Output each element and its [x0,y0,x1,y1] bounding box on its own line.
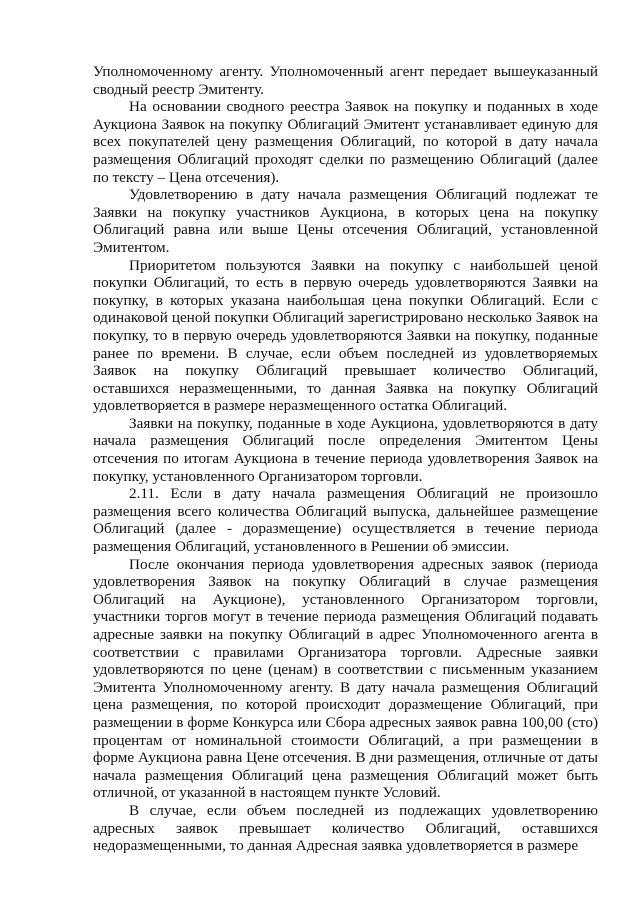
paragraph-continuation: Уполномоченному агенту. Уполномоченный агент передает вышеуказанный сводный реестр Эмитенту. [93,63,598,98]
paragraph-auction-orders: Заявки на покупку, поданные в ходе Аукциона, удовлетворяются в дату начала размещения Облигаций после определения Эмитентом Цены отсечения по итогам Аукциона в течение периода удовлетворения Заявок на покупку, установленного Организатором торговли. [93,414,598,485]
document-body [93,63,598,855]
paragraph-satisfaction: Удовлетворению в дату начала размещения Облигаций подлежат те Заявки на покупку участников Аукциона, в которых цена на покупку Облигаций равна или выше Цены отсечения Облигаций, установленной Эмитентом. [93,186,598,256]
paragraph-last-order: В случае, если объем последней из подлежащих удовлетворению адресных заявок превышает количество Облигаций, оставшихся недоразмещенными, то данная Адресная заявка удовлетворяется в размере [93,801,598,855]
paragraph-priority: Приоритетом пользуются Заявки на покупку с наибольшей ценой покупки Облигаций, то есть в первую очередь удовлетворяются Заявки на покупку, в которых указана наибольшая цена покупки Облигаций. Если с одинаковой ценой покупки Облигаций зарегистрировано несколько Заявок на покупку, то в первую очередь удовлетворяются Заявки на покупку, поданные ранее по времени. В случае, если объем последней из удовлетворяемых Заявок на покупку Облигаций превышает количество Облигаций, оставшихся неразмещенными, то данная Заявка на покупку Облигаций удовлетворяется в размере неразмещенного остатка Облигаций. [93,256,598,415]
paragraph-address-orders: После окончания периода удовлетворения адресных заявок (периода удовлетворения Заявок на покупку Облигаций в случае размещения Облигаций на Аукционе), установленного Организатором торговли, участники торгов могут в течение периода размещения Облигаций подавать адресные заявки на покупку Облигаций в адрес Уполномоченного агента в соответствии с правилами Организатора торговли. Адресные заявки удовлетворяются по цене (ценам) в соответствии с письменным указанием Эмитента Уполномоченному агенту. В дату начала размещения Облигаций цена размещения, по которой происходит доразмещение Облигаций, при размещении в форме Конкурса или Сбора адресных заявок равна 100,00 (сто) процентам от номинальной стоимости Облигаций, а при размещении в форме Аукциона равна Цене отсечения. В дни размещения, отличные от даты начала размещения Облигаций цена размещения Облигаций может быть отличной, от указанной в настоящем пункте Условий. [93,555,598,802]
paragraph-cut-off-price: На основании сводного реестра Заявок на покупку и поданных в ходе Аукциона Заявок на покупку Облигаций Эмитент устанавливает единую для всех покупателей цену размещения Облигаций, по которой в дату начала размещения Облигаций проходят сделки по размещению Облигаций (далее по тексту – Цена отсечения). [93,98,598,186]
paragraph-clause-2-11: 2.11. Если в дату начала размещения Облигаций не произошло размещения всего количества Облигаций выпуска, дальнейшее размещение Облигаций (далее - доразмещение) осуществляется в течение периода размещения Облигаций, установленного в Решении об эмиссии. [93,485,598,556]
